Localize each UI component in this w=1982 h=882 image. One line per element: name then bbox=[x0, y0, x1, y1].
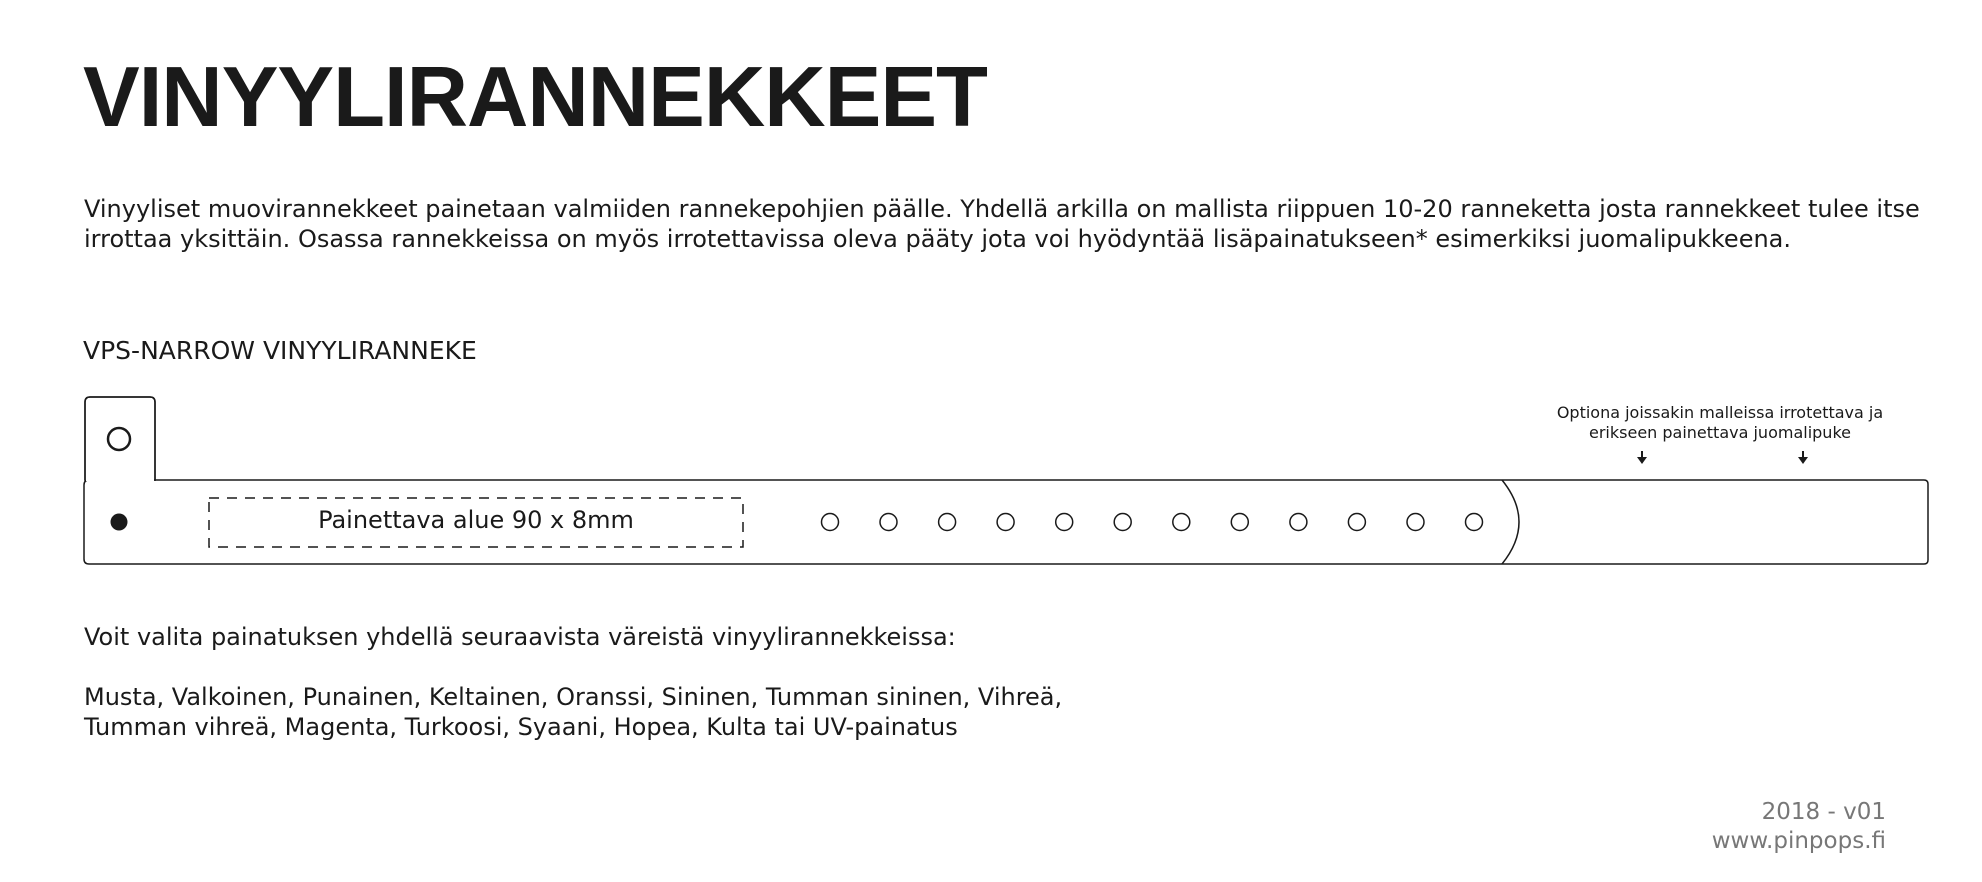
print-area-label: Painettava alue 90 x 8mm bbox=[318, 506, 634, 534]
strap-hole bbox=[1173, 514, 1190, 531]
tab-perforation bbox=[1502, 480, 1519, 564]
version-footer bbox=[1712, 798, 1886, 856]
colors-list-line: Tumman vihreä, Magenta, Turkoosi, Syaani, Hopea, Kulta tai UV-painatus bbox=[84, 713, 958, 741]
version-label: 2018 - v01 bbox=[1761, 799, 1886, 825]
tab-note bbox=[1530, 403, 1910, 443]
colors-list bbox=[84, 682, 1062, 742]
tab-note-line: erikseen painettava juomalipuke bbox=[1589, 423, 1851, 442]
page-title: VINYYLIRANNEKKEET bbox=[83, 50, 987, 145]
strap-hole bbox=[997, 514, 1014, 531]
arrow-down-icon bbox=[1637, 451, 1647, 464]
strap-hole bbox=[939, 514, 956, 531]
strap-hole bbox=[1466, 514, 1483, 531]
product-title: VPS-NARROW VINYYLIRANNEKE bbox=[83, 336, 477, 365]
colors-intro: Voit valita painatuksen yhdellä seuraavista väreistä vinyylirannekkeissa: bbox=[84, 623, 956, 651]
band-top-tab bbox=[85, 397, 155, 480]
strap-hole bbox=[1114, 514, 1131, 531]
strap-hole bbox=[1290, 514, 1307, 531]
website-link[interactable]: www.pinpops.fi bbox=[1711, 828, 1886, 854]
strap-holes bbox=[822, 514, 1483, 531]
strap-hole bbox=[1407, 514, 1424, 531]
strap-hole bbox=[1231, 514, 1248, 531]
intro-line: irrottaa yksittäin. Osassa rannekkeissa on myös irrotettavissa oleva pääty jota voi hyödyntää lisäpainatukseen* esimerkiksi juomalipukkeena. bbox=[84, 225, 1791, 253]
strap-hole bbox=[1056, 514, 1073, 531]
intro-line: Vinyyliset muovirannekkeet painetaan valmiiden rannekepohjien päälle. Yhdellä arkilla on mallista riippuen 10-20 ranneketta josta rannekkeet tulee itse bbox=[84, 195, 1920, 223]
band-stud bbox=[111, 514, 128, 531]
arrow-down-icon bbox=[1798, 451, 1808, 464]
tab-note-line: Optiona joissakin malleissa irrotettava ja bbox=[1556, 403, 1884, 422]
strap-hole bbox=[1348, 514, 1365, 531]
strap-hole bbox=[880, 514, 897, 531]
strap-hole bbox=[822, 514, 839, 531]
colors-list-line: Musta, Valkoinen, Punainen, Keltainen, Oranssi, Sininen, Tumman sininen, Vihreä, bbox=[84, 683, 1063, 711]
